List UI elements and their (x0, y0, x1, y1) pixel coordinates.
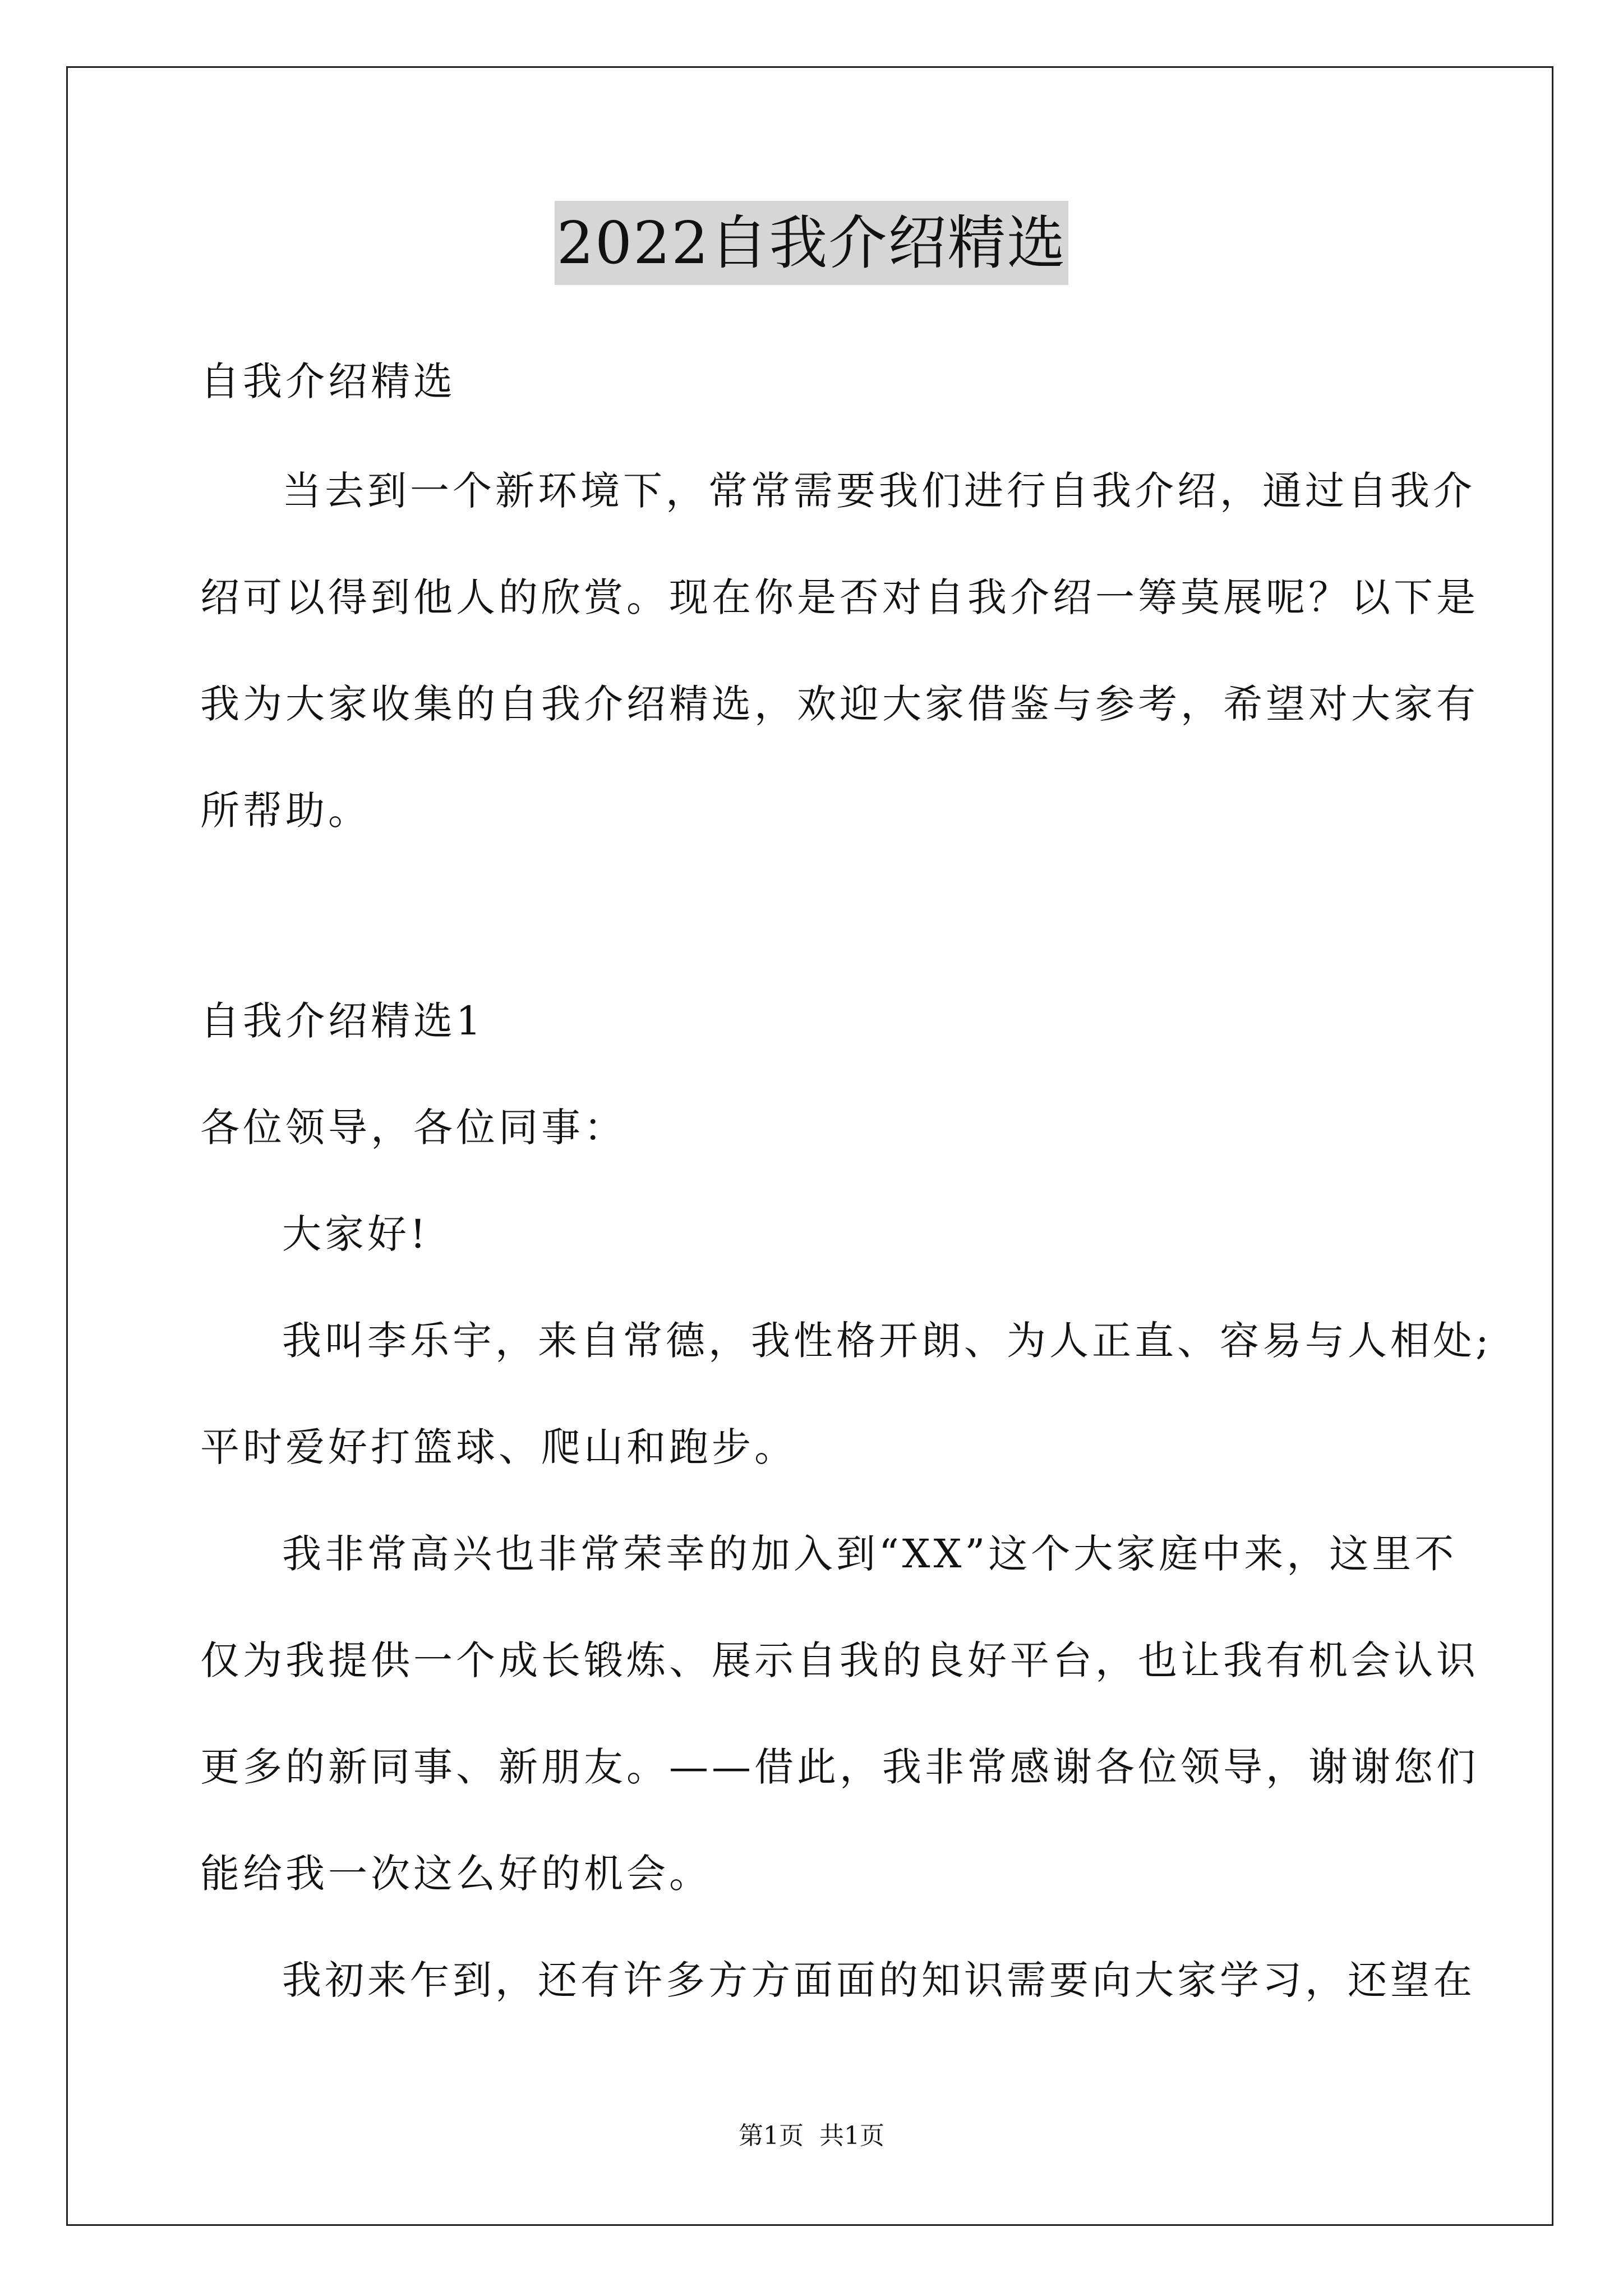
paragraph-line: 我初来乍到，还有许多方方面面的知识需要向大家学习，还望在 (282, 1957, 1476, 2003)
paragraph-line: 我非常高兴也非常荣幸的加入到“XX”这个大家庭中来，这里不 (282, 1531, 1458, 1577)
page-footer (0, 2119, 1623, 2153)
paragraph-line: 当去到一个新环境下，常常需要我们进行自我介绍，通过自我介 (282, 468, 1476, 514)
paragraph-line: 更多的新同事、新朋友。——借此，我非常感谢各位领导，谢谢您们 (200, 1744, 1479, 1790)
paragraph-line: 绍可以得到他人的欣赏。现在你是否对自我介绍一筹莫展呢？以下是 (200, 574, 1479, 620)
salutation: 各位领导，各位同事： (200, 1105, 626, 1151)
greeting: 大家好! (282, 1211, 430, 1257)
paragraph-line: 我叫李乐宇，来自常德，我性格开朗、为人正直、容易与人相处; (282, 1318, 1492, 1364)
title-container (0, 201, 1623, 285)
paragraph-line: 能给我一次这么好的机会。 (200, 1851, 712, 1897)
page-number: 第1页 (739, 2122, 804, 2150)
page-total: 共1页 (819, 2122, 884, 2150)
paragraph-line: 所帮助。 (200, 788, 371, 834)
paragraph-line: 平时爱好打篮球、爬山和跑步。 (200, 1424, 797, 1470)
section-heading: 自我介绍精选1 (200, 998, 485, 1044)
document-title: 2022自我介绍精选 (555, 201, 1069, 285)
section-heading: 自我介绍精选 (200, 358, 456, 404)
paragraph-line: 我为大家收集的自我介绍精选，欢迎大家借鉴与参考，希望对大家有 (200, 681, 1479, 727)
paragraph-line: 仅为我提供一个成长锻炼、展示自我的良好平台，也让我有机会认识 (200, 1637, 1479, 1683)
